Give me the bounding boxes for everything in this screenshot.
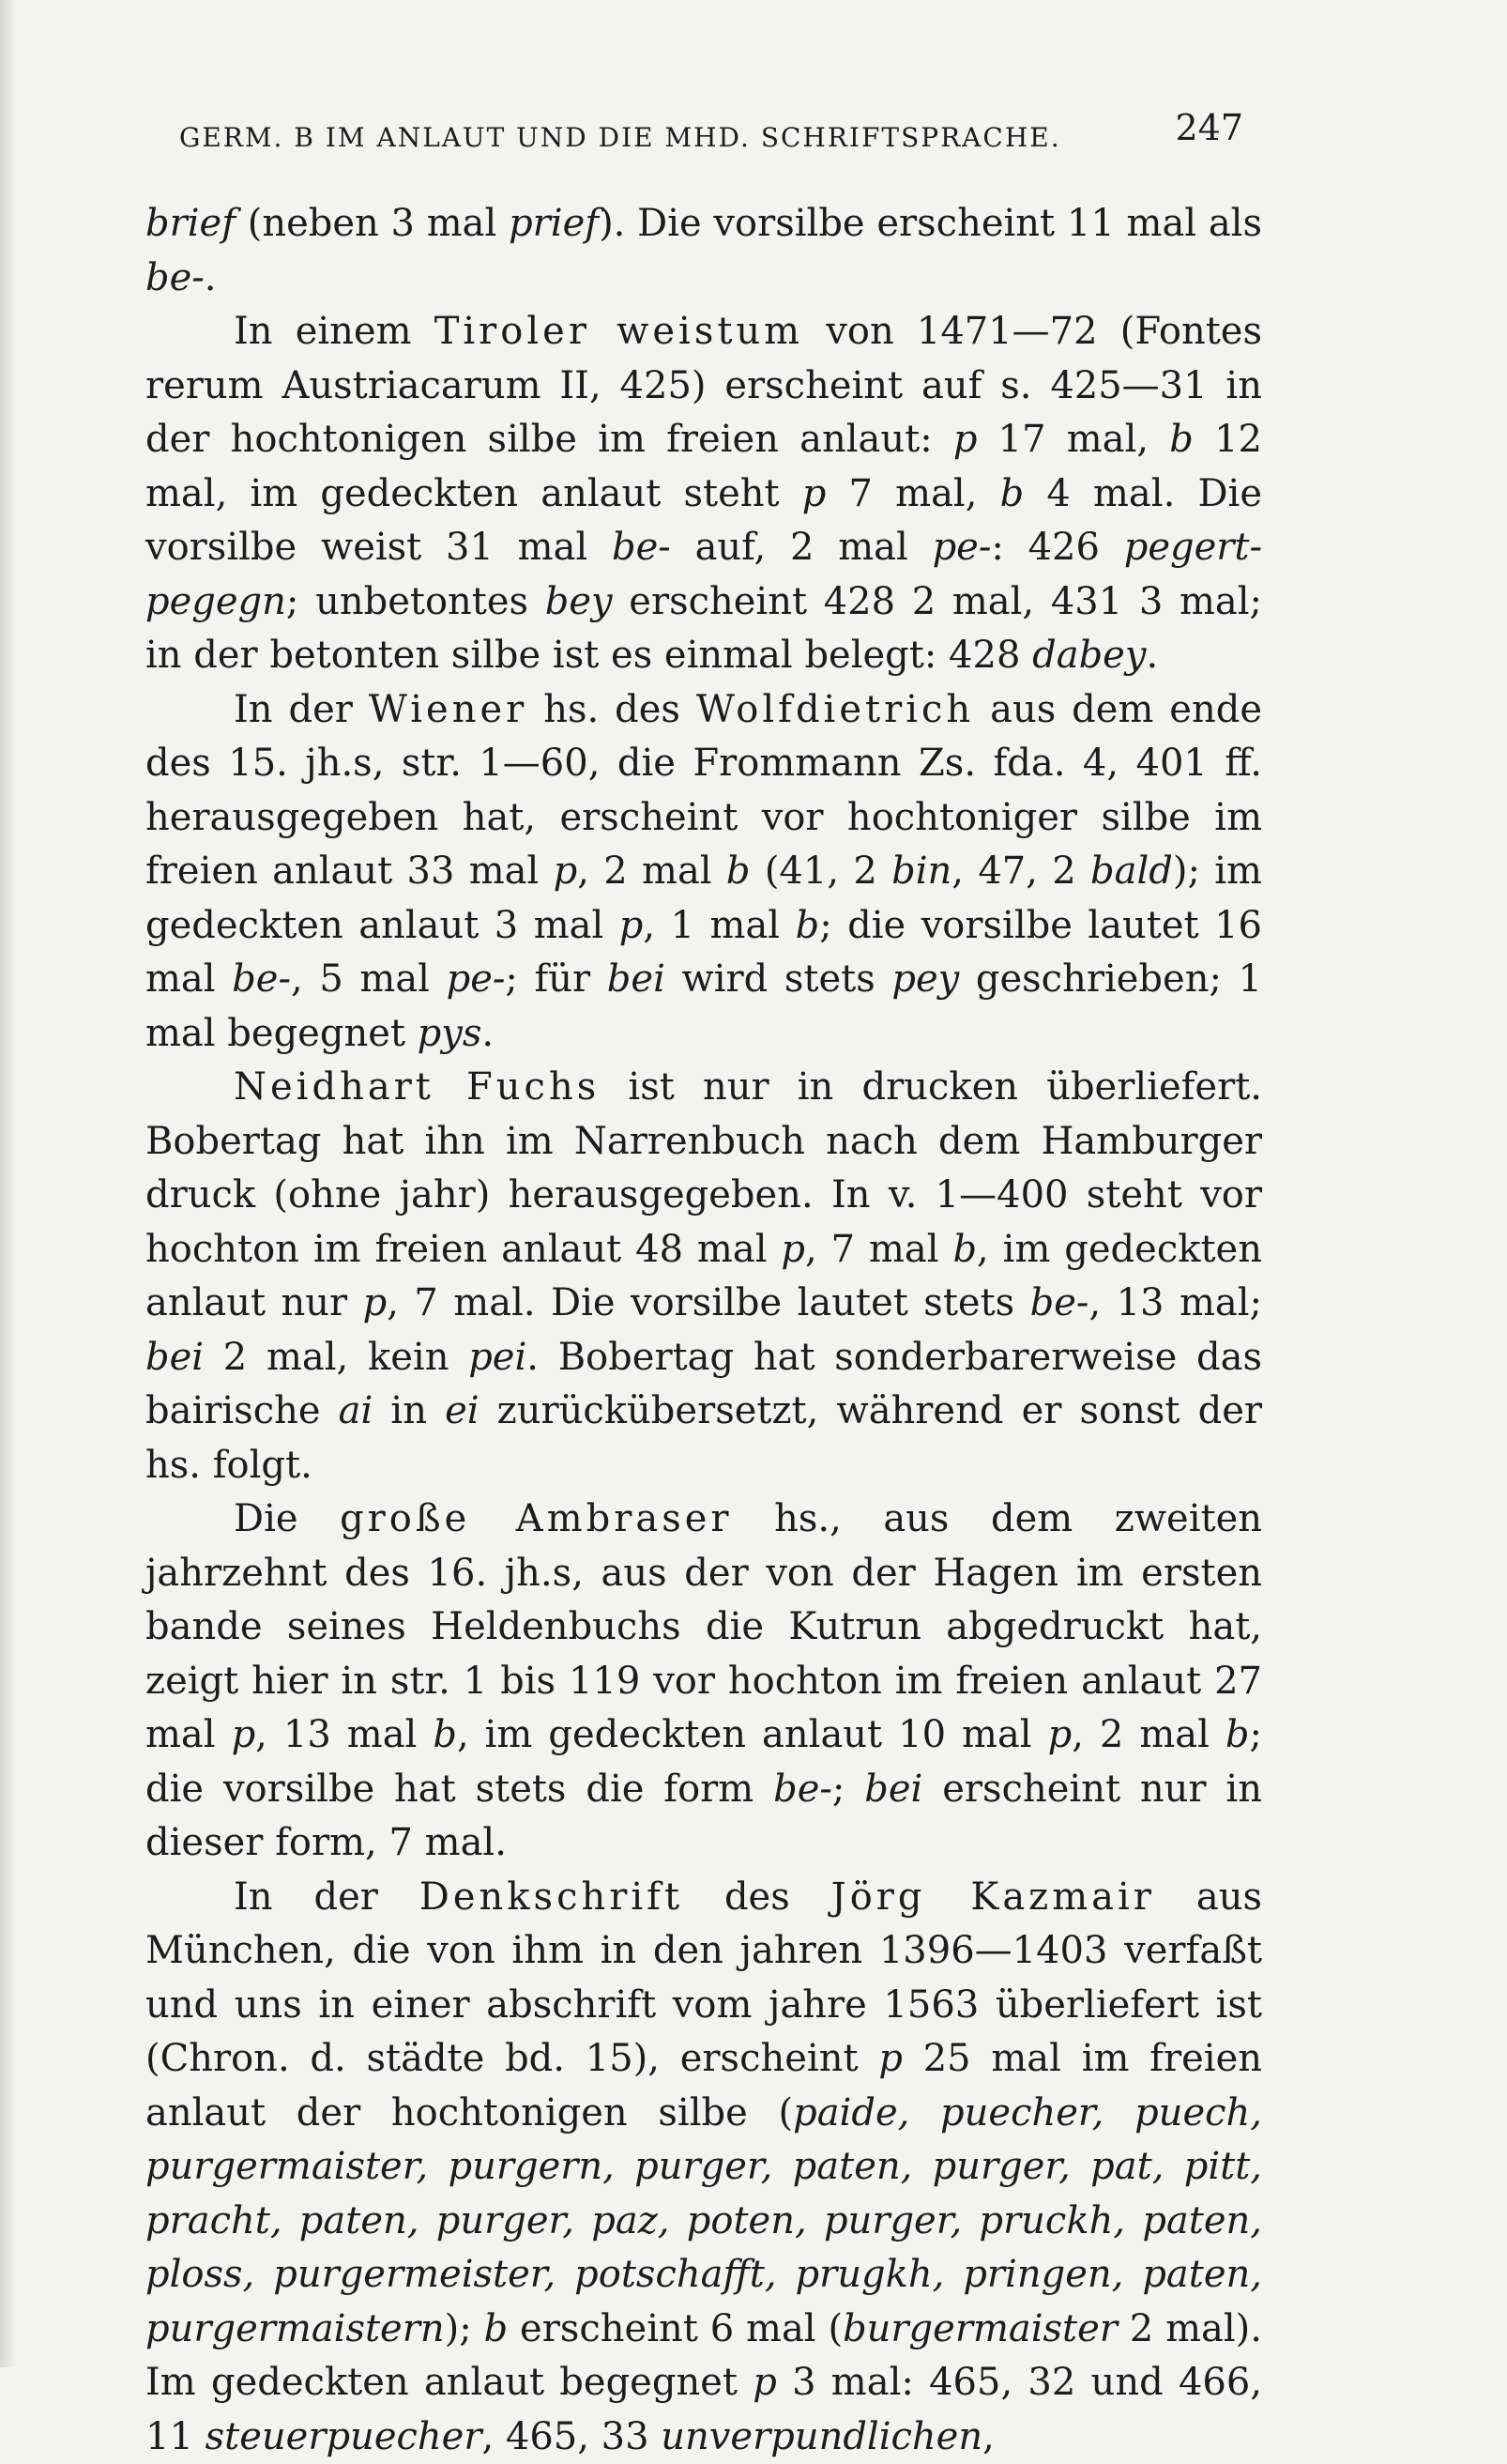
text-run: , im gedeckten anlaut nur <box>145 1228 1262 1325</box>
italic-text: b <box>726 849 751 893</box>
text-run: . <box>481 1012 494 1055</box>
text-run: 2 mal, kein <box>204 1336 468 1379</box>
running-title: GERM. B IM ANLAUT UND DIE MHD. SCHRIFTSPRACHE. <box>179 122 1061 153</box>
text-run: , im gedeckten anlaut 10 mal <box>457 1713 1048 1756</box>
italic-text: b <box>952 1228 977 1271</box>
text-run: In der <box>234 1875 419 1919</box>
running-head <box>145 94 1262 169</box>
italic-text: p <box>802 472 827 515</box>
text-run: , 2 mal <box>1072 1713 1225 1756</box>
text-run: , 7 mal. Die vorsilbe lautet stets <box>387 1281 1029 1324</box>
italic-text: p <box>363 1281 388 1324</box>
italic-text: bei <box>864 1768 922 1811</box>
paragraph <box>145 1492 1262 1871</box>
italic-text: ai <box>339 1389 373 1432</box>
spaced-text: Neidhart Fuchs <box>234 1065 600 1109</box>
text-run: 12 mal, im gedeckten anlaut steht <box>145 418 1262 515</box>
italic-text: pegert-pegegn <box>145 526 1262 623</box>
spaced-text: Jörg Kazmair <box>831 1875 1155 1919</box>
text-run: , 2 mal <box>577 849 726 893</box>
text-run: erscheint 6 mal ( <box>508 2307 843 2350</box>
text-run: ; für <box>505 957 606 1001</box>
italic-text: bald <box>1090 849 1173 893</box>
italic-text: p <box>878 2037 903 2080</box>
text-run: (neben 3 mal <box>236 202 509 245</box>
text-run: In einem <box>234 310 434 353</box>
italic-text: be- <box>773 1768 832 1811</box>
text-run: aus München, die von ihm in den jahren 1396—1403 verfaßt und uns in einer abschrift vom jahre 1563 überliefert ist (Chron. d. städte bd. 15), erscheint <box>145 1875 1262 2081</box>
italic-text: prief <box>509 202 599 245</box>
text-run: hs. des <box>527 688 696 731</box>
italic-text: be- <box>232 957 291 1001</box>
text-run: , 5 mal <box>291 957 447 1001</box>
text-run: , 7 mal <box>805 1228 952 1271</box>
spaced-text: Wiener <box>369 688 527 731</box>
page-edge-shadow <box>0 0 17 2367</box>
text-run: , 1 mal <box>643 904 795 947</box>
italic-text: bei <box>145 1336 204 1379</box>
italic-text: bei <box>607 957 665 1001</box>
text-run: ); <box>445 2307 484 2350</box>
text-run: ; <box>832 1768 864 1811</box>
text-run: wird stets <box>665 957 892 1001</box>
italic-text: b <box>1000 472 1025 515</box>
italic-text: p <box>953 418 978 461</box>
italic-text: pei <box>468 1336 526 1379</box>
paragraph <box>145 683 1262 1062</box>
text-run: ). Die vorsilbe erscheint 11 mal als <box>599 202 1262 245</box>
paragraph <box>145 1871 1262 2464</box>
italic-text: p <box>554 849 578 893</box>
italic-text: pe- <box>933 526 992 569</box>
text-run: . <box>1146 634 1158 677</box>
text-run: erscheint 428 2 mal, 431 3 mal; in der betonten silbe ist es einmal belegt: 428 <box>145 580 1262 678</box>
text-run: 7 mal, <box>826 472 999 515</box>
italic-text: bin <box>891 849 951 893</box>
text-run: 17 mal, <box>977 418 1169 461</box>
text-run: ; die vorsilbe hat stets die form <box>145 1713 1262 1811</box>
italic-text: p <box>619 904 644 947</box>
italic-text: b <box>796 904 820 947</box>
italic-text: pe- <box>447 957 506 1001</box>
text-run: ; die vorsilbe lautet 16 mal <box>145 904 1262 1002</box>
text-run: (41, 2 <box>751 849 892 893</box>
text-run: zurückübersetzt, während er sonst der hs. folgt. <box>145 1389 1262 1487</box>
text-run: , <box>982 2415 995 2458</box>
spaced-text: große Ambraser <box>340 1497 732 1540</box>
italic-text: be- <box>612 526 671 569</box>
italic-text: be- <box>1030 1281 1089 1324</box>
italic-text: unverpundlichen <box>661 2415 982 2458</box>
text-run: des <box>683 1875 831 1919</box>
italic-text: be- <box>145 256 205 299</box>
text-run: von 1471—72 (Fontes rerum Austriacarum II, 425) erscheint auf s. 425—31 in der hochtonigen silbe im freien anlaut: <box>145 310 1262 461</box>
spaced-text: Wolfdietrich <box>696 688 974 731</box>
italic-text: burgermaister <box>843 2307 1118 2350</box>
spaced-text: Tiroler weistum <box>434 310 803 353</box>
italic-text: p <box>781 1228 805 1271</box>
paragraph <box>145 305 1262 683</box>
italic-text: ei <box>445 1389 479 1432</box>
text-run: In der <box>234 688 369 731</box>
text-run: geschrieben; 1 mal begegnet <box>145 957 1262 1055</box>
text-run: erscheint nur in dieser form, 7 mal. <box>145 1768 1262 1865</box>
text-run: ); im gedeckten anlaut 3 mal <box>145 849 1262 947</box>
italic-text: b <box>1225 1713 1250 1756</box>
italic-text: b <box>484 2307 509 2350</box>
italic-text: p <box>1048 1713 1073 1756</box>
italic-text: b <box>1169 418 1194 461</box>
text-run: 4 mal. Die vorsilbe weist 31 mal <box>145 472 1262 570</box>
spaced-text: Denkschrift <box>419 1875 683 1919</box>
text-run: 3 mal: 465, 32 und 466, 11 <box>145 2361 1262 2458</box>
italic-text: pys <box>418 1012 482 1055</box>
paragraph <box>145 197 1262 305</box>
text-run: . <box>205 256 217 299</box>
italic-text: dabey <box>1032 634 1146 677</box>
text-run: , 465, 33 <box>481 2415 661 2458</box>
italic-text: steuerpuecher <box>206 2415 482 2458</box>
body-text <box>145 197 1262 2464</box>
text-run: : 426 <box>991 526 1123 569</box>
text-run: . Bobertag hat sonderbarerweise das bairische <box>145 1336 1262 1433</box>
text-run: hs., aus dem zweiten jahrzehnt des 16. jh.s, aus der von der Hagen im ersten bande seines Heldenbuchs die Kutrun abgedruckt hat, zeigt hier in str. 1 bis 119 vor hochton im freien anlaut 27 mal <box>145 1497 1262 1756</box>
italic-text: p <box>753 2361 777 2404</box>
text-run: aus dem ende des 15. jh.s, str. 1—60, die Frommann Zs. fda. 4, 401 ff. herausgegeben hat, erscheint vor hochtoniger silbe im freien anlaut 33 mal <box>145 688 1262 894</box>
book-page <box>145 94 1262 2464</box>
text-run: 2 mal). Im gedeckten anlaut begegnet <box>145 2307 1262 2405</box>
text-run: ist nur in drucken überliefert. Bobertag hat ihn im Narrenbuch nach dem Hamburger druck (ohne jahr) herausgegeben. In v. 1—400 steht vor hochton im freien anlaut 48 mal <box>145 1065 1262 1271</box>
text-run: Die <box>234 1497 340 1540</box>
text-run: , 13 mal; <box>1088 1281 1262 1324</box>
text-run: in <box>373 1389 445 1432</box>
paragraph <box>145 1061 1262 1492</box>
italic-text: p <box>232 1713 256 1756</box>
text-run: ; unbetontes <box>286 580 545 623</box>
text-run: , 13 mal <box>255 1713 433 1756</box>
italic-text: b <box>433 1713 457 1756</box>
italic-text: brief <box>145 202 236 245</box>
italic-text: bey <box>545 580 613 623</box>
italic-text: paide, puecher, puech, purgermaister, purgern, purger, paten, purger, pat, pitt, pracht, paten, purger, paz, poten, purger, pruckh, paten, ploss, purgermeister, potschafft, prugkh, pringen, paten, purgermaistern <box>145 2091 1262 2350</box>
text-run: 25 mal im freien anlaut der hochtonigen silbe ( <box>145 2037 1262 2135</box>
text-run: , 47, 2 <box>951 849 1090 893</box>
italic-text: pey <box>891 957 959 1001</box>
page-number: 247 <box>1175 107 1243 148</box>
text-run: auf, 2 mal <box>671 526 933 569</box>
